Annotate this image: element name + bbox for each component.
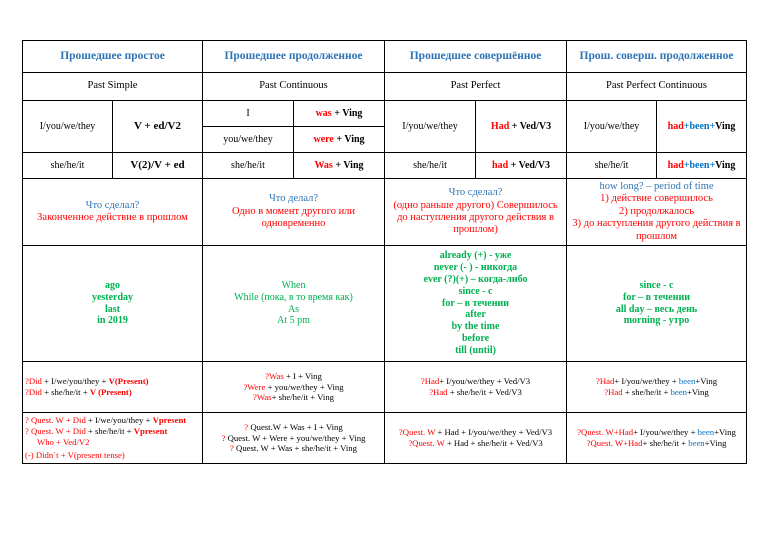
ps-q-body: + she/he/it + — [41, 387, 90, 397]
description-row — [23, 179, 747, 246]
pp-pronoun-1: I/you/we/they — [385, 101, 476, 153]
pc-questions — [203, 362, 385, 413]
pp-marker: already (+) - уже — [439, 250, 512, 262]
header-past-perfect-continuous-ru: Прош. соверш. продолженное — [567, 41, 747, 73]
ppc-meaning-3: 3) до наступления другого действия в прошлом — [572, 218, 741, 242]
ps-wh-body: + I/we/you/they + — [85, 414, 153, 425]
ppc-questions — [567, 362, 747, 413]
pc-rest-i: + Ving — [331, 107, 363, 119]
pp-aux-1: Had — [490, 120, 510, 132]
ppc-wh-aux: ?Quest. W+Had — [577, 427, 634, 438]
pc-question-line — [205, 371, 382, 382]
pp-question: Что сделал? — [448, 187, 503, 199]
header-past-simple-ru: Прошедшее простое — [23, 41, 203, 73]
ppc-meaning-2: 2) продолжалось — [618, 205, 695, 217]
ps-markers — [23, 246, 203, 362]
pc-question: Что делал? — [268, 193, 319, 205]
pc-wh-aux: ? — [244, 421, 249, 432]
pc-wh-line — [205, 443, 382, 454]
pp-q-aux: ?Had — [420, 376, 440, 387]
pc-aux-i: was — [315, 107, 332, 119]
pc-wh-body: Quest. W + Was + she/he/it + Ving — [233, 443, 357, 454]
ppc-form-1 — [657, 101, 747, 153]
ppc-wh-ving: +Ving — [714, 427, 736, 438]
pc-pronoun-i: I — [203, 101, 294, 127]
ppc-pronoun-1: I/you/we/they — [567, 101, 657, 153]
pc-pronoun-you: you/we/they — [203, 127, 294, 153]
pp-rest-2: + Ved/V3 — [508, 159, 550, 171]
ppc-q-aux: ?Had — [595, 376, 615, 387]
pc-form-she — [294, 153, 385, 179]
ps-q-aux: ?Did — [25, 376, 42, 387]
pc-form-you — [294, 127, 385, 153]
pc-wh-body: Quest. W + Were + you/we/they + Ving — [225, 432, 366, 443]
tenses-table — [22, 40, 747, 464]
markers-row — [23, 246, 747, 362]
pp-rest-1: + Ved/V3 — [509, 120, 552, 132]
ps-wh-line — [25, 415, 200, 426]
header-row-en — [23, 73, 747, 101]
pc-markers — [203, 246, 385, 362]
ps-wh-body: + she/he/it + — [85, 425, 134, 436]
ppc-meaning-1: 1) действие совершилось — [600, 193, 713, 205]
ps-q-aux: ?Did — [25, 387, 42, 397]
pp-marker: before — [462, 332, 490, 344]
ppc-marker: all day – весь день — [615, 303, 698, 315]
pp-wh-aux: ?Quest. W — [408, 438, 445, 448]
ppc-pronoun-2: she/he/it — [567, 153, 657, 179]
pp-marker: till (until) — [455, 344, 496, 356]
header-past-simple-en: Past Simple — [23, 73, 203, 101]
pp-form-2 — [476, 153, 567, 179]
pp-marker: ever (?)(+) – когда-либо — [423, 274, 528, 285]
pc-wh-questions — [203, 413, 385, 464]
pc-marker: At 5 pm — [277, 315, 310, 327]
header-past-perfect-ru: Прошедшее совершённое — [385, 41, 567, 73]
pc-q-aux: ?Was — [252, 392, 272, 403]
pc-aux-she: Was — [314, 159, 333, 171]
ppc-wh-aux: ?Quest. W+Had — [586, 438, 643, 448]
ppc-question-line — [569, 387, 744, 398]
ppc-q-body: + she/he/it + — [622, 387, 671, 397]
ppc-aux-2: had — [667, 159, 684, 171]
ppc-wh-body: + I/you/we/they + — [633, 427, 698, 438]
pp-marker: since - с — [458, 285, 493, 297]
header-past-continuous-ru: Прошедшее продолженное — [203, 41, 385, 73]
pp-q-body: + she/he/it + Ved/V3 — [447, 387, 522, 397]
ppc-q-ving: +Ving — [686, 387, 709, 397]
ppc-marker: morning - утро — [623, 315, 690, 327]
pp-form-1 — [476, 101, 567, 153]
header-past-continuous-en: Past Continuous — [203, 73, 385, 101]
ppc-wh-questions — [567, 413, 747, 464]
pc-meaning: Одно в момент другого или одновременно — [231, 205, 356, 230]
ps-question-line — [25, 387, 200, 398]
ppc-been-2: +been+ — [683, 159, 716, 171]
ppc-q-been: been — [678, 376, 696, 387]
pp-markers — [385, 246, 567, 362]
ps-marker: ago — [105, 279, 120, 291]
pc-wh-line — [205, 422, 382, 433]
ppc-marker: since - с — [639, 279, 674, 291]
ps-wh-verb: Vpresent — [133, 425, 168, 436]
ppc-ving-2: Ving — [715, 159, 736, 171]
ppc-question: how long? – period of time — [599, 181, 714, 193]
ppc-q-been: been — [670, 387, 687, 397]
ppc-ving-1: Ving — [715, 120, 736, 132]
ppc-q-ving: +Ving — [695, 376, 718, 387]
ps-wh-aux: ? Quest. W + Did — [25, 425, 86, 436]
ppc-wh-line — [569, 427, 744, 438]
pc-rest-she: + Ving — [332, 159, 364, 171]
pc-q-body: + you/we/they + Ving — [265, 381, 344, 392]
pp-wh-line — [387, 438, 564, 449]
pp-wh-body: + Had + she/he/it + Ved/V3 — [444, 438, 543, 448]
ps-pronoun-2: she/he/it — [23, 153, 113, 179]
pp-question-line — [387, 376, 564, 387]
ppc-wh-body: + she/he/it + — [642, 438, 689, 448]
ps-description — [23, 179, 203, 246]
pc-wh-body: Quest.W + Was + I + Ving — [248, 421, 343, 432]
pp-meaning: (одно раньше другого) Совершилось до наступления другого действия в прошлом) — [393, 199, 558, 236]
pc-wh-aux: ? — [230, 443, 234, 454]
ppc-aux-1: had — [667, 120, 684, 132]
pp-pronoun-2: she/he/it — [385, 153, 476, 179]
pc-question-line — [205, 382, 382, 393]
ps-wh-aux: ? Quest. W + Did — [25, 414, 86, 425]
affirmative-row-1 — [23, 101, 747, 127]
pc-form-i — [294, 101, 385, 127]
header-past-perfect-en: Past Perfect — [385, 73, 567, 101]
ps-marker: in 2019 — [97, 315, 128, 327]
affirmative-row-2 — [23, 153, 747, 179]
ps-q-body: + I/we/you/they + — [41, 376, 109, 387]
ppc-wh-been: been — [697, 427, 715, 438]
pc-q-aux: ?Was — [265, 370, 284, 381]
pp-wh-body: + Had + I/you/we/they + Ved/V3 — [435, 427, 553, 438]
pc-q-body: + she/he/it + Ving — [271, 392, 335, 403]
ppc-wh-line — [569, 438, 744, 449]
ps-form-2: V(2)/V + ed — [113, 153, 203, 179]
pc-q-body: + I + Ving — [283, 370, 322, 381]
pc-wh-aux: ? — [221, 432, 226, 443]
ppc-question-line — [569, 376, 744, 387]
pp-marker: never (- ) - никогда — [433, 262, 518, 274]
pc-description — [203, 179, 385, 246]
ps-wh-verb: Vpresent — [152, 414, 187, 425]
ps-negative: (-) Didn`t + V(present tense) — [25, 450, 125, 461]
pp-wh-questions — [385, 413, 567, 464]
pp-wh-aux: ?Quest. W — [398, 427, 436, 438]
ps-marker: last — [105, 303, 120, 315]
pc-q-aux: ?Were — [243, 381, 266, 392]
pc-marker: While (пока, в то время как) — [234, 291, 353, 303]
pp-wh-line — [387, 427, 564, 438]
header-past-perfect-continuous-en: Past Perfect Continuous — [567, 73, 747, 101]
pp-q-body: + I/you/we/they + Ved/V3 — [439, 376, 531, 387]
pp-marker: after — [465, 309, 486, 321]
question-row — [23, 362, 747, 413]
ps-wh-questions — [23, 413, 203, 464]
ps-form-1: V + ed/V2 — [113, 101, 203, 153]
wh-question-row — [23, 413, 747, 464]
ppc-description — [567, 179, 747, 246]
ppc-markers — [567, 246, 747, 362]
ps-meaning: Законченное действие в прошлом — [37, 212, 188, 223]
ppc-wh-been: been — [688, 438, 705, 448]
pp-aux-2: had — [492, 159, 509, 171]
ppc-q-aux: ?Had — [604, 387, 623, 397]
pc-aux-you: were — [313, 133, 334, 145]
ps-questions — [23, 362, 203, 413]
ppc-form-2 — [657, 153, 747, 179]
ps-q-verb: V(Present) — [108, 376, 149, 387]
ps-q-verb: V (Present) — [89, 387, 132, 397]
pc-question-line — [205, 392, 382, 403]
pp-question-line — [387, 387, 564, 398]
ps-wh-who: Who + Ved/V2 — [37, 436, 90, 447]
pc-marker: As — [287, 303, 300, 315]
ppc-q-body: + I/you/we/they + — [614, 376, 679, 387]
pc-marker: When — [281, 279, 306, 291]
pc-wh-line — [205, 433, 382, 444]
pc-pronoun-she: she/he/it — [203, 153, 294, 179]
ppc-been-1: +been+ — [683, 120, 716, 132]
pc-rest-you: + Ving — [333, 133, 365, 145]
ppc-marker: for – в течении — [623, 291, 690, 303]
ppc-wh-ving: +Ving — [704, 438, 727, 448]
header-row-ru — [23, 41, 747, 73]
ps-wh-line — [25, 426, 200, 437]
ps-pronoun-1: I/you/we/they — [23, 101, 113, 153]
pp-description — [385, 179, 567, 246]
ps-marker: yesterday — [91, 291, 134, 303]
pp-marker: for – в течении — [442, 297, 509, 309]
pp-q-aux: ?Had — [429, 387, 448, 397]
pp-marker: by the time — [451, 321, 500, 333]
pp-questions — [385, 362, 567, 413]
ps-question-line — [25, 376, 200, 387]
ps-question: Что сделал? — [85, 199, 140, 211]
